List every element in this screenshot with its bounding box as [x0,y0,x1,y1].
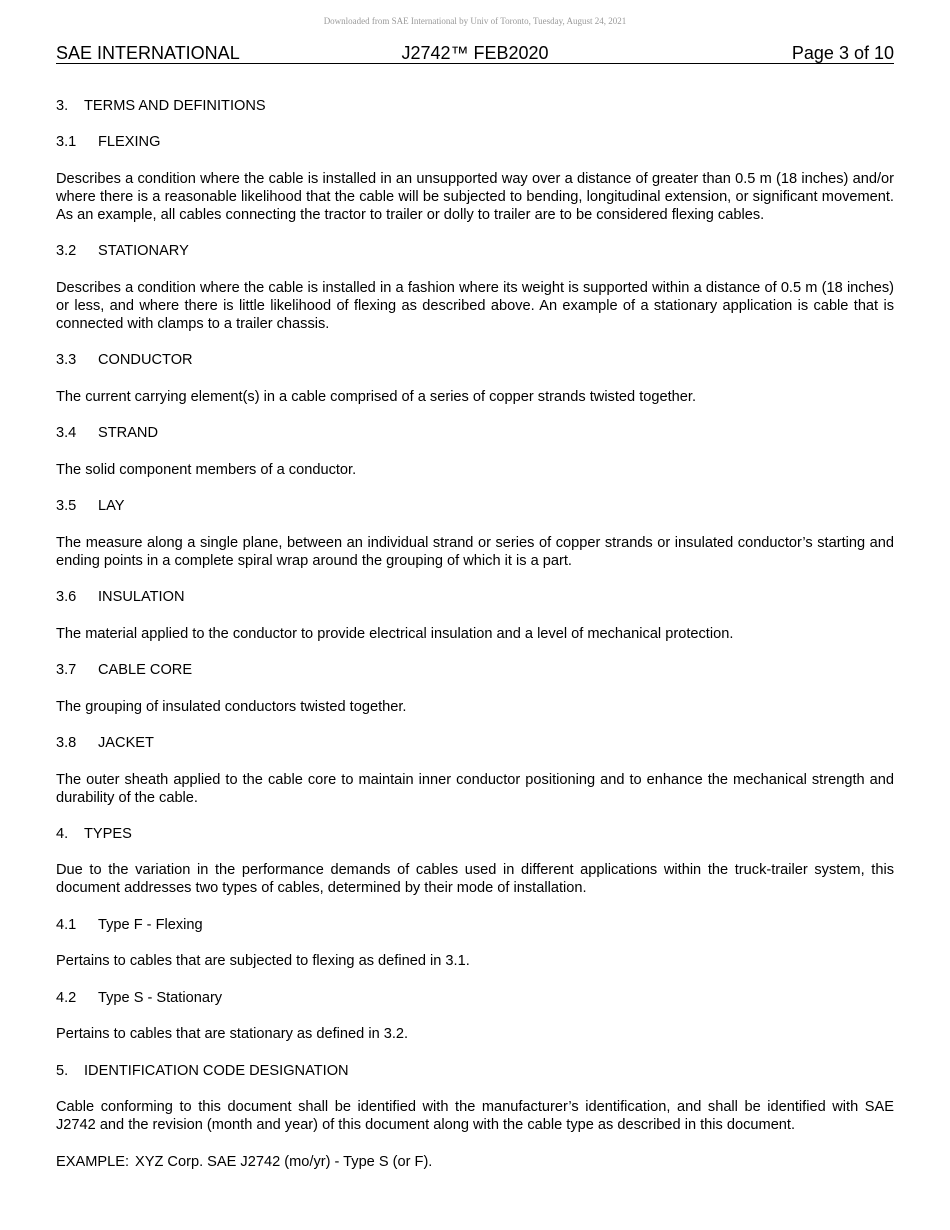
header-page-number: Page 3 of 10 [791,43,894,63]
section-title: IDENTIFICATION CODE DESIGNATION [84,1063,349,1079]
section-number: 4. [56,826,69,842]
subsection-heading [56,351,894,369]
section-title: CONDUCTOR [98,352,193,368]
header-doc-id: J2742™ FEB2020 [401,43,549,63]
example-text: XYZ Corp. SAE J2742 (mo/yr) - Type S (or F). [135,1154,433,1170]
subsection-heading [56,734,894,752]
section-title: Type F - Flexing [98,917,203,933]
section-number: 3.3 [56,352,77,368]
section-title: TERMS AND DEFINITIONS [84,98,266,114]
section-heading [56,97,894,115]
paragraph: Cable conforming to this document shall be identified with the manufacturer’s identification, and shall be identified with SAE J2742 and the revision (month and year) of this document along with the cable type as described in this document. [56,1099,894,1133]
paragraph: The outer sheath applied to the cable core to maintain inner conductor positioning and to enhance the mechanical strength and durability of the cable. [56,772,894,806]
paragraph: Due to the variation in the performance demands of cables used in different applications within the truck-trailer system, this document addresses two types of cables, determined by their mode of installation. [56,862,894,896]
subsection-heading [56,588,894,606]
download-watermark: Downloaded from SAE International by Univ of Toronto, Tuesday, August 24, 2021 [323,16,627,26]
subsection-heading [56,661,894,679]
paragraph: Pertains to cables that are subjected to flexing as defined in 3.1. [56,953,470,969]
example-line [56,1153,894,1171]
section-number: 3.8 [56,735,77,751]
section-title: FLEXING [98,134,161,150]
subsection-heading [56,424,894,442]
paragraph: Describes a condition where the cable is installed in a fashion where its weight is supported within a distance of 0.5 m (18 inches) or less, and where there is little likelihood of flexing as described above. An example of a stationary application is cable that is connected with clamps to a trailer chassis. [56,280,894,332]
example-label: EXAMPLE: [56,1154,129,1170]
section-title: LAY [98,498,125,514]
subsection-heading [56,133,894,151]
subsection-heading [56,989,894,1007]
page-header [56,43,894,64]
paragraph: The solid component members of a conductor. [56,462,357,478]
section-number: 3. [56,98,69,114]
section-title: CABLE CORE [98,662,193,678]
section-heading [56,1062,894,1080]
paragraph: The grouping of insulated conductors twisted together. [56,699,407,715]
section-number: 5. [56,1063,69,1079]
subsection-heading [56,497,894,515]
section-title: TYPES [84,826,132,842]
section-number: 3.7 [56,662,77,678]
section-number: 3.6 [56,589,77,605]
section-title: STRAND [98,425,158,441]
section-number: 4.2 [56,990,77,1006]
paragraph: The material applied to the conductor to provide electrical insulation and a level of mechanical protection. [56,626,734,642]
section-title: INSULATION [98,589,185,605]
document-body [56,97,894,1171]
section-number: 3.4 [56,425,77,441]
section-number: 3.1 [56,134,77,150]
section-title: Type S - Stationary [98,990,223,1006]
paragraph: Pertains to cables that are stationary as defined in 3.2. [56,1026,409,1042]
header-org: SAE INTERNATIONAL [56,43,240,63]
paragraph: The current carrying element(s) in a cable comprised of a series of copper strands twisted together. [56,389,696,405]
section-number: 3.2 [56,243,77,259]
section-title: STATIONARY [98,243,189,259]
subsection-heading [56,242,894,260]
subsection-heading [56,916,894,934]
section-number: 4.1 [56,917,77,933]
section-title: JACKET [98,735,154,751]
section-heading [56,825,894,843]
paragraph: The measure along a single plane, between an individual strand or series of copper strands or insulated conductor’s starting and ending points in a complete spiral wrap around the grouping of which it is a part. [56,535,894,569]
paragraph: Describes a condition where the cable is installed in an unsupported way over a distance of greater than 0.5 m (18 inches) and/or where there is a reasonable likelihood that the cable will be subjected to bending, longitudinal extension, or significant movement. As an example, all cables connecting the tractor to trailer or dolly to trailer are to be considered flexing cables. [56,171,894,223]
section-number: 3.5 [56,498,77,514]
